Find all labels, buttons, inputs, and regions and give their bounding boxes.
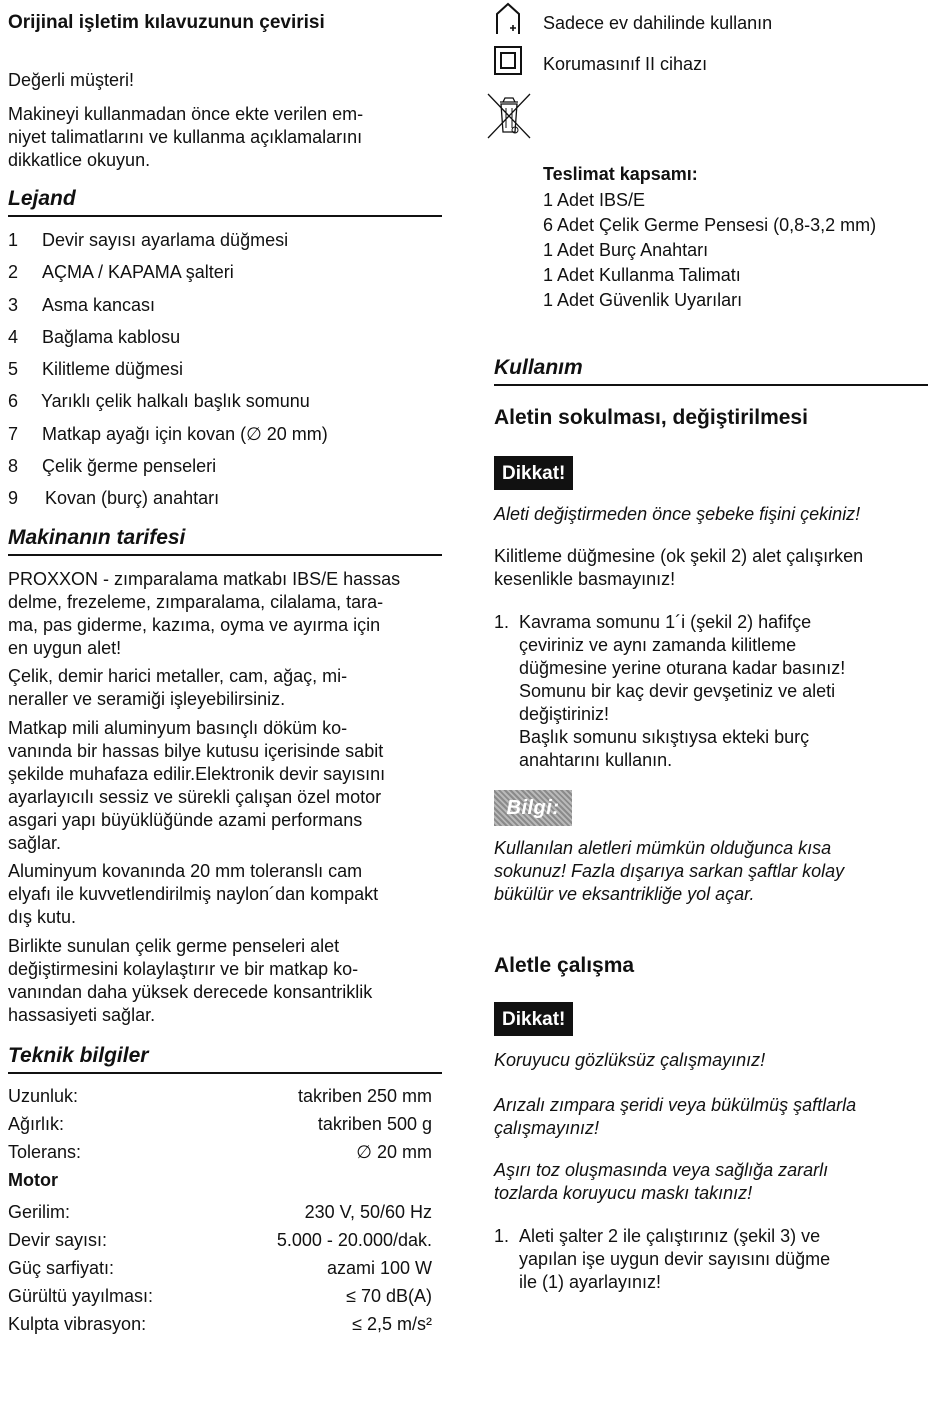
legend-number: 7 xyxy=(8,424,19,444)
spec-value: ∅ 20 mm xyxy=(356,1142,432,1162)
step-item xyxy=(494,611,845,772)
spec-label: Kulpta vibrasyon: xyxy=(8,1314,147,1334)
legend-text: Kovan (burç) anahtarı xyxy=(45,488,220,508)
step-line: ile (1) ayarlayınız! xyxy=(519,1272,662,1292)
legend-number: 8 xyxy=(8,456,19,476)
legend-item xyxy=(8,455,216,477)
legend-number: 6 xyxy=(8,391,19,411)
description-paragraph xyxy=(8,665,347,711)
description-line: elyafı ile kuvvetlendirilmiş naylon´dan kompakt xyxy=(8,884,379,904)
legend-text: Asma kancası xyxy=(42,295,156,315)
info-line: sokunuz! Fazla dışarıya sarkan şaftlar kolay xyxy=(494,861,845,881)
legend-number: 4 xyxy=(8,327,19,347)
technical-heading: Teknik bilgiler xyxy=(8,1043,442,1074)
step-line: Aleti şalter 2 ile çalıştırınız (şekil 3) ve xyxy=(519,1226,821,1246)
crossed-bin-icon xyxy=(486,92,532,145)
lock-warning-line: kesenlikle basmayınız! xyxy=(494,569,676,589)
lock-warning xyxy=(494,545,863,591)
legend-item xyxy=(8,229,288,251)
legend-item xyxy=(8,294,155,316)
insert-heading: Aletin sokulması, değiştirilmesi xyxy=(494,406,808,429)
description-line: vanında bir hassas bilye kutusu içerisinde sabit xyxy=(8,741,384,761)
spec-row xyxy=(8,1141,432,1163)
step-line: çeviriniz ve aynı zamanda kilitleme xyxy=(519,635,797,655)
legend-item xyxy=(8,390,310,412)
legend-number: 5 xyxy=(8,359,19,379)
usage-heading: Kullanım xyxy=(494,355,928,386)
legend-text: Çelik ğerme penseleri xyxy=(42,456,217,476)
work-warning xyxy=(494,1094,856,1140)
legend-item xyxy=(8,261,234,283)
spec-label: Güç sarfiyatı: xyxy=(8,1258,115,1278)
legend-text: Bağlama kablosu xyxy=(42,327,181,347)
description-line: ma, pas giderme, kazıma, oyma ve ayırma için xyxy=(8,615,381,635)
step-line: Somunu bir kaç devir gevşetiniz ve aleti xyxy=(519,681,836,701)
work-warning xyxy=(494,1159,828,1205)
spec-value: azami 100 W xyxy=(326,1258,432,1278)
description-line: asgari yapı büyüklüğünde azami performans xyxy=(8,810,363,830)
step-number: 1. xyxy=(494,1226,510,1246)
spec-row xyxy=(8,1257,432,1279)
description-line: Birlikte sunulan çelik germe penseleri alet xyxy=(8,936,340,956)
work-warning-line: Arızalı zımpara şeridi veya bükülmüş şaftlarla xyxy=(494,1095,857,1115)
description-heading: Makinanın tarifesi xyxy=(8,525,442,556)
spec-label: Uzunluk: xyxy=(8,1086,79,1106)
legend-number: 3 xyxy=(8,295,19,315)
spec-label: Tolerans: xyxy=(8,1142,82,1162)
description-line: Aluminyum kovanında 20 mm toleranslı cam xyxy=(8,861,363,881)
description-line: hassasiyeti sağlar. xyxy=(8,1005,156,1025)
spec-row xyxy=(8,1285,432,1307)
legend-text: Matkap ayağı için kovan (∅ 20 mm) xyxy=(42,424,328,444)
step-line: yapılan işe uygun devir sayısını düğme xyxy=(519,1249,831,1269)
spec-value: takriben 500 g xyxy=(317,1114,432,1134)
info-text xyxy=(494,837,844,906)
delivery-item: 6 Adet Çelik Germe Pensesi (0,8-3,2 mm) xyxy=(543,215,877,235)
description-line: Çelik, demir harici metaller, cam, ağaç, mi- xyxy=(8,666,348,686)
page-title: Orijinal işletim kılavuzunun çevirisi xyxy=(8,12,325,33)
step-number: 1. xyxy=(494,612,510,632)
spec-row xyxy=(8,1229,432,1251)
step-line: düğmesine yerine oturana kadar basınız! xyxy=(519,658,846,678)
house-icon xyxy=(494,2,522,41)
info-line: Kullanılan aletleri mümkün olduğunca kısa xyxy=(494,838,832,858)
delivery-item: 1 Adet IBS/E xyxy=(543,190,646,210)
motor-heading: Motor xyxy=(8,1170,58,1190)
description-line: Matkap mili aluminyum basınçlı döküm ko- xyxy=(8,718,348,738)
description-paragraph xyxy=(8,568,400,660)
lock-warning-line: Kilitleme düğmesine (ok şekil 2) alet çalışırken xyxy=(494,546,864,566)
spec-label: Devir sayısı: xyxy=(8,1230,108,1250)
delivery-list xyxy=(543,188,876,313)
spec-label: Gerilim: xyxy=(8,1202,70,1222)
legend-number: 1 xyxy=(8,230,19,250)
legend-text: Yarıklı çelik halkalı başlık somunu xyxy=(41,391,310,411)
intro-line: niyet talimatlarını ve kullanma açıklamalarını xyxy=(8,127,363,147)
description-paragraph xyxy=(8,935,372,1027)
info-badge: Bilgi: xyxy=(494,790,572,826)
step-text xyxy=(519,1225,830,1294)
delivery-item: 1 Adet Burç Anahtarı xyxy=(543,240,709,260)
caution-badge: Dikkat! xyxy=(494,456,573,490)
description-line: ayarlayıcılı sessiz ve sürekli çalışan özel motor xyxy=(8,787,382,807)
legend-number: 9 xyxy=(8,488,19,508)
intro-paragraph xyxy=(8,103,363,172)
delivery-heading: Teslimat kapsamı: xyxy=(543,164,698,184)
description-paragraph xyxy=(8,860,378,929)
symbol-text: Sadece ev dahilinde kullanın xyxy=(543,13,773,33)
spec-label: Gürültü yayılması: xyxy=(8,1286,154,1306)
description-line: şekilde muhafaza edilir.Elektronik devir sayısını xyxy=(8,764,386,784)
warning-text: Aleti değiştirmeden önce şebeke fişini çekiniz! xyxy=(494,504,861,524)
step-item xyxy=(494,1225,830,1294)
legend-text: Devir sayısı ayarlama düğmesi xyxy=(42,230,289,250)
spec-row xyxy=(8,1085,432,1107)
description-line: PROXXON - zımparalama matkabı IBS/E hassas xyxy=(8,569,401,589)
step-line: Kavrama somunu 1´i (şekil 2) hafifçe xyxy=(519,612,812,632)
legend-item xyxy=(8,326,180,348)
step-line: değiştiriniz! xyxy=(519,704,610,724)
description-paragraph xyxy=(8,717,385,855)
legend-number: 2 xyxy=(8,262,19,282)
step-line: anahtarını kullanın. xyxy=(519,750,673,770)
legend-text: AÇMA / KAPAMA şalteri xyxy=(42,262,234,282)
legend-item xyxy=(8,358,183,380)
work-warning: Koruyucu gözlüksüz çalışmayınız! xyxy=(494,1050,766,1070)
description-line: sağlar. xyxy=(8,833,62,853)
legend-text: Kilitleme düğmesi xyxy=(42,359,184,379)
delivery-item: 1 Adet Kullanma Talimatı xyxy=(543,265,741,285)
symbol-text: Korumasınıf II cihazı xyxy=(543,54,708,74)
intro-line: Makineyi kullanmadan önce ekte verilen em- xyxy=(8,104,364,124)
spec-row xyxy=(8,1113,432,1135)
spec-row xyxy=(8,1201,432,1223)
description-line: değiştirmesini kolaylaştırır ve bir matkap ko- xyxy=(8,959,359,979)
spec-label: Ağırlık: xyxy=(8,1114,65,1134)
description-line: en uygun alet! xyxy=(8,638,122,658)
spec-value: 230 V, 50/60 Hz xyxy=(304,1202,432,1222)
intro-line: dikkatlice okuyun. xyxy=(8,150,151,170)
step-line: Başlık somunu sıkıştıysa ekteki burç xyxy=(519,727,810,747)
greeting: Değerli müşteri! xyxy=(8,70,135,90)
delivery-item: 1 Adet Güvenlik Uyarıları xyxy=(543,290,743,310)
info-line: bükülür ve eksantrikliğe yol açar. xyxy=(494,884,755,904)
work-warning-line: Aşırı toz oluşmasında veya sağlığa zararlı xyxy=(494,1160,829,1180)
work-warning-line: tozlarda koruyucu maskı takınız! xyxy=(494,1183,753,1203)
spec-value: ≤ 2,5 m/s² xyxy=(352,1314,432,1334)
caution-badge: Dikkat! xyxy=(494,1002,573,1036)
protection-class-ii-icon xyxy=(494,46,522,81)
spec-value: takriben 250 mm xyxy=(297,1086,432,1106)
description-line: vanından daha yüksek derecede konsantriklik xyxy=(8,982,373,1002)
spec-value: 5.000 - 20.000/dak. xyxy=(276,1230,432,1250)
legend-item xyxy=(8,487,219,509)
step-text xyxy=(519,611,845,772)
legend-heading: Lejand xyxy=(8,186,442,217)
description-line: dış kutu. xyxy=(8,907,77,927)
legend-item xyxy=(8,423,328,445)
spec-value: ≤ 70 dB(A) xyxy=(346,1286,432,1306)
description-line: delme, frezeleme, zımparalama, cilalama, tara- xyxy=(8,592,384,612)
spec-row xyxy=(8,1313,432,1335)
work-warning-line: çalışmayınız! xyxy=(494,1118,600,1138)
description-line: neraller ve seramiği işleyebilirsiniz. xyxy=(8,689,286,709)
work-heading: Aletle çalışma xyxy=(494,954,635,977)
